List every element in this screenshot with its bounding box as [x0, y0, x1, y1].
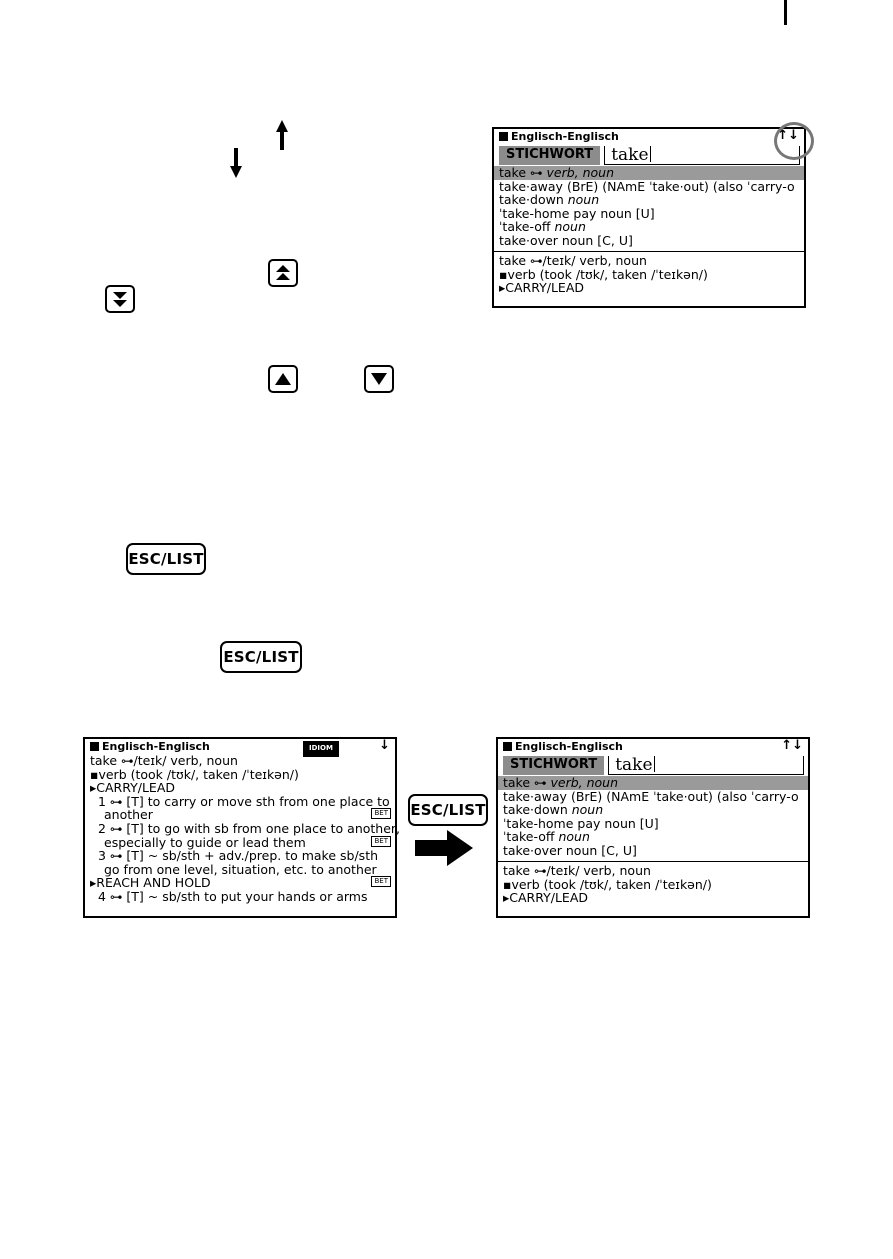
dictionary-screen-detail: [83, 737, 401, 918]
entry-detail: [85, 753, 401, 904]
example-box-icon[interactable]: BET: [371, 808, 391, 819]
square-icon: [90, 742, 99, 751]
triangle-down-icon: [370, 371, 388, 387]
search-input-text: take: [611, 144, 649, 165]
divider: [498, 861, 808, 863]
screen-title-bar: [498, 739, 808, 754]
detail-line: take ⊶/teɪk/ verb, noun: [90, 753, 238, 768]
double-chevron-down-icon: [111, 290, 129, 308]
screen-title: Englisch-Englisch: [102, 739, 210, 753]
scroll-indicator-icon: ↑↓: [777, 128, 799, 143]
detail-line: go from one level, situation, etc. to another BET: [90, 863, 395, 877]
screen-title: Englisch-Englisch: [515, 739, 623, 753]
esc-list-key[interactable]: ESC/LIST: [126, 543, 206, 575]
text-cursor: [650, 146, 652, 162]
list-item[interactable]: take·down noun: [499, 192, 600, 208]
keyword-entry-row: [494, 144, 804, 166]
preview-pane: [494, 254, 804, 295]
list-item[interactable]: take·away (BrE) (NAmE ˈtake·out) (also ˈcarry-o: [499, 178, 795, 194]
detail-line: 1 ⊶ [T] to carry or move sth from one place to: [98, 793, 390, 809]
triangle-up-icon: [274, 371, 292, 387]
list-item[interactable]: take·over noun [C, U]: [503, 842, 637, 858]
detail-line: especially to guide or lead them BET: [90, 836, 395, 850]
dictionary-screen-top: [492, 127, 806, 308]
highlight-circle: [774, 122, 814, 160]
list-item[interactable]: ˈtake-off noun: [499, 219, 586, 235]
example-box-icon[interactable]: BET: [371, 836, 391, 847]
detail-line: ▸CARRY/LEAD: [90, 780, 176, 796]
idiom-badge: IDIOM: [303, 741, 339, 757]
list-item[interactable]: take·away (BrE) (NAmE ˈtake·out) (also ˈcarry-o: [503, 788, 799, 804]
arrow-right-icon: [415, 830, 473, 866]
divider: [494, 251, 804, 253]
search-input-text: take: [615, 754, 653, 775]
screen-title: Englisch-Englisch: [511, 129, 619, 143]
search-input[interactable]: [604, 146, 800, 165]
scroll-indicator-icon: ↑↓: [781, 738, 803, 753]
detail-line: ▪verb (took /tʊk/, taken /ˈteɪkən/): [90, 766, 299, 782]
up-key[interactable]: [268, 365, 298, 393]
arrow-down-icon: [229, 148, 243, 178]
dictionary-screen-list: [496, 737, 810, 918]
list-item[interactable]: take·down noun: [503, 802, 604, 818]
detail-line: 4 ⊶ [T] ~ sb/sth to put your hands or arms: [98, 888, 368, 904]
candidate-list: [498, 776, 808, 858]
down-key[interactable]: [364, 365, 394, 393]
list-item-selected[interactable]: take ⊶ verb, noun: [494, 166, 804, 180]
list-item[interactable]: ˈtake-home pay noun [U]: [503, 815, 659, 831]
page-edge-line: [784, 0, 787, 25]
double-chevron-up-icon: [274, 264, 292, 282]
list-item[interactable]: ˈtake-off noun: [503, 829, 590, 845]
esc-list-key[interactable]: ESC/LIST: [408, 794, 488, 826]
detail-line: ▸REACH AND HOLD: [90, 875, 211, 891]
mode-tag: STICHWORT: [499, 146, 600, 165]
candidate-list: [494, 166, 804, 248]
example-box-icon[interactable]: BET: [371, 876, 391, 887]
preview-pane: [498, 864, 808, 905]
page-up-key[interactable]: [268, 259, 298, 287]
screen-title-bar: [494, 129, 804, 144]
preview-line: ▸CARRY/LEAD: [503, 890, 589, 906]
preview-line: take ⊶/teɪk/ verb, noun: [499, 253, 647, 269]
mode-tag: STICHWORT: [503, 756, 604, 775]
page-down-key[interactable]: [105, 285, 135, 313]
detail-line: 2 ⊶ [T] to go with sb from one place to another,: [98, 820, 401, 836]
list-item[interactable]: take·over noun [C, U]: [499, 232, 633, 248]
keyword-entry-row: [498, 754, 808, 776]
arrow-up-icon: [275, 120, 289, 150]
esc-list-key[interactable]: ESC/LIST: [220, 641, 302, 673]
scroll-indicator-icon: ↓: [379, 738, 390, 753]
list-item[interactable]: ˈtake-home pay noun [U]: [499, 205, 655, 221]
list-item-selected[interactable]: take ⊶ verb, noun: [498, 776, 808, 790]
square-icon: [503, 742, 512, 751]
detail-line: 3 ⊶ [T] ~ sb/sth + adv./prep. to make sb/sth: [98, 848, 379, 864]
preview-line: ▪verb (took /tʊk/, taken /ˈteɪkən/): [503, 876, 712, 892]
text-cursor: [654, 756, 656, 772]
search-input[interactable]: [608, 756, 804, 775]
detail-line: another BET: [90, 808, 395, 822]
preview-line: ▪verb (took /tʊk/, taken /ˈteɪkən/): [499, 266, 708, 282]
square-icon: [499, 132, 508, 141]
preview-line: take ⊶/teɪk/ verb, noun: [503, 863, 651, 879]
screen-title-bar: [85, 739, 395, 754]
preview-line: ▸CARRY/LEAD: [499, 280, 585, 296]
